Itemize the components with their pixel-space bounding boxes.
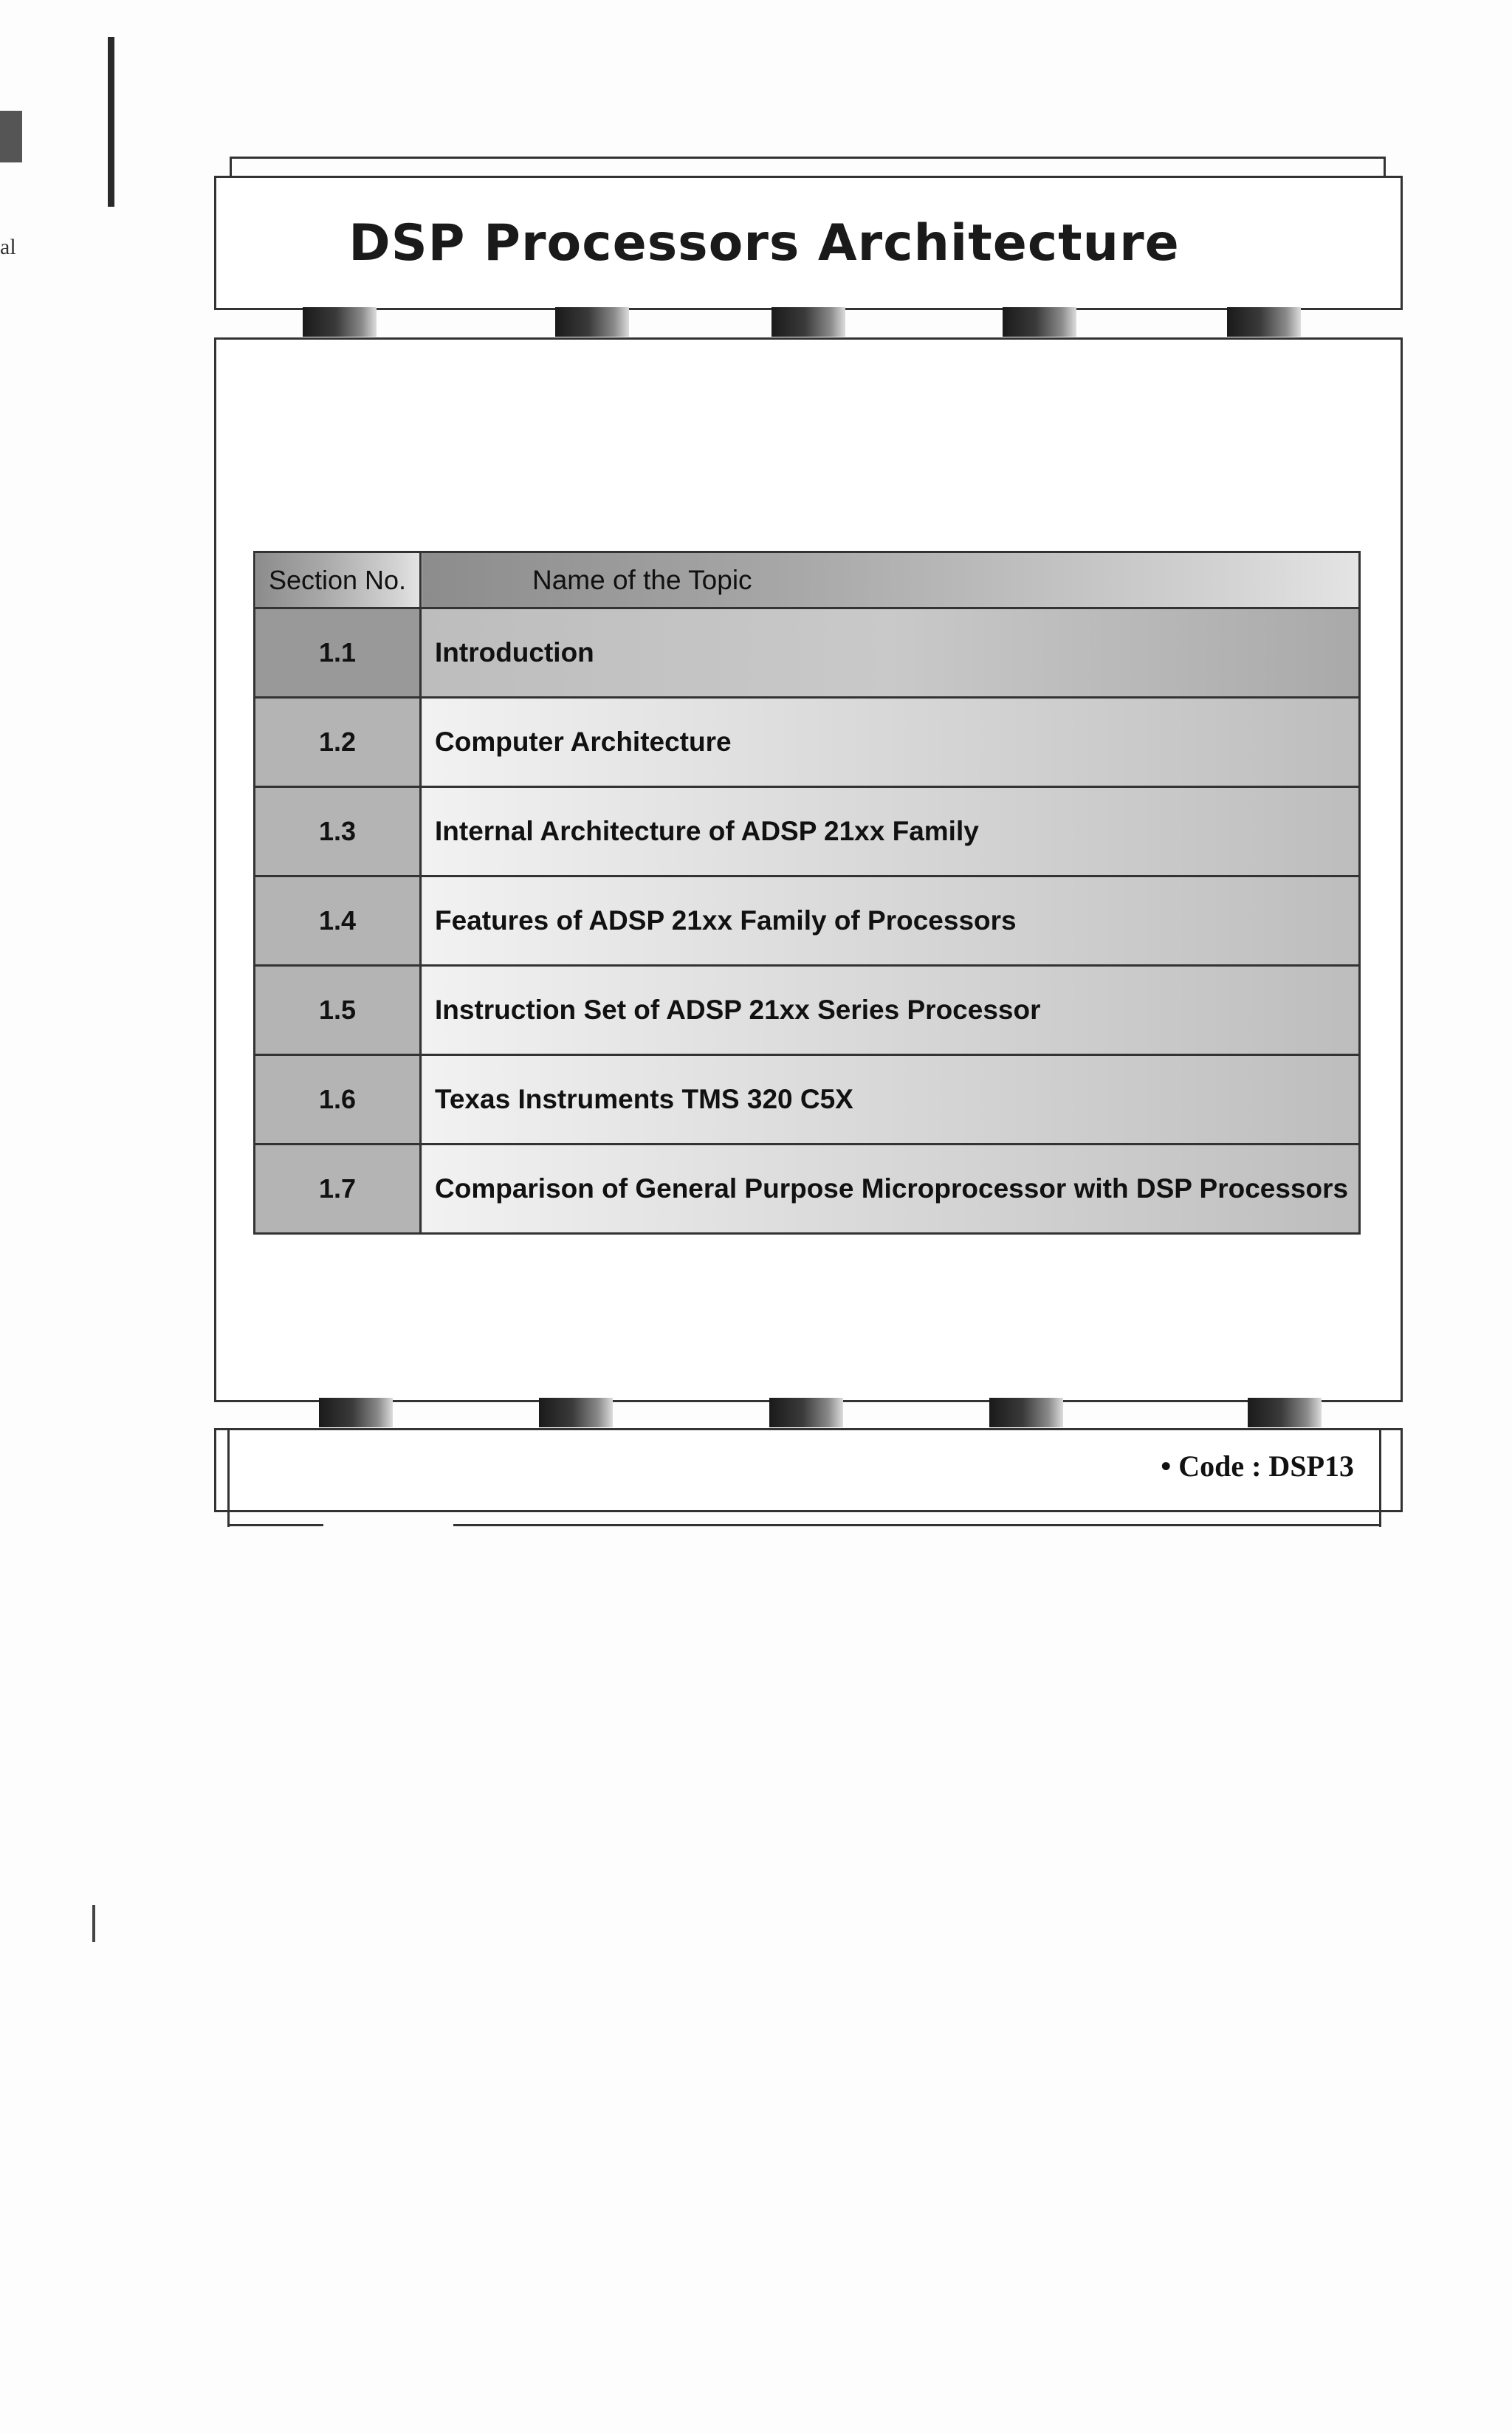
code-box-inner-line (1379, 1428, 1381, 1527)
table-row (255, 608, 1360, 698)
decorative-tab (989, 1398, 1063, 1427)
decorative-tab (555, 307, 629, 337)
chapter-code: • Code : DSP13 (1161, 1449, 1354, 1483)
table-row (255, 1145, 1360, 1234)
section-number: 1.1 (255, 608, 421, 698)
section-number: 1.2 (255, 698, 421, 787)
scan-edge-line-lower (92, 1905, 95, 1942)
table-row (255, 876, 1360, 966)
table-row (255, 1055, 1360, 1145)
code-box-inner-line (227, 1428, 230, 1527)
code-box-underline (453, 1524, 1381, 1526)
section-number: 1.7 (255, 1145, 421, 1234)
page-title: DSP Processors Architecture (348, 213, 1180, 272)
code-box-underline (227, 1524, 323, 1526)
scan-edge-mark-top (0, 111, 22, 162)
section-number: 1.5 (255, 966, 421, 1055)
section-number: 1.3 (255, 787, 421, 876)
section-number: 1.4 (255, 876, 421, 966)
decorative-tab (1003, 307, 1076, 337)
topic-name: Computer Architecture (421, 698, 1360, 787)
topic-name: Instruction Set of ADSP 21xx Series Processor (421, 966, 1360, 1055)
topic-name-header: Name of the Topic (421, 552, 1360, 608)
title-box (214, 176, 1403, 310)
table-row (255, 966, 1360, 1055)
topic-name: Introduction (421, 608, 1360, 698)
section-number-header: Section No. (255, 552, 421, 608)
edge-fragment-text: al (0, 235, 16, 259)
decorative-tab (539, 1398, 613, 1427)
decorative-tab (1248, 1398, 1322, 1427)
topic-name: Comparison of General Purpose Microprocessor with DSP Processors (421, 1145, 1360, 1234)
scan-edge-line (108, 37, 114, 207)
topics-table (253, 551, 1361, 1235)
decorative-tab (772, 307, 845, 337)
table-header-row (255, 552, 1360, 608)
topic-name: Texas Instruments TMS 320 C5X (421, 1055, 1360, 1145)
decorative-tab (1227, 307, 1301, 337)
decorative-tab (303, 307, 377, 337)
topic-name: Features of ADSP 21xx Family of Processors (421, 876, 1360, 966)
topic-name: Internal Architecture of ADSP 21xx Family (421, 787, 1360, 876)
decorative-tab (319, 1398, 393, 1427)
decorative-tab (769, 1398, 843, 1427)
section-number: 1.6 (255, 1055, 421, 1145)
table-row (255, 698, 1360, 787)
table-row (255, 787, 1360, 876)
